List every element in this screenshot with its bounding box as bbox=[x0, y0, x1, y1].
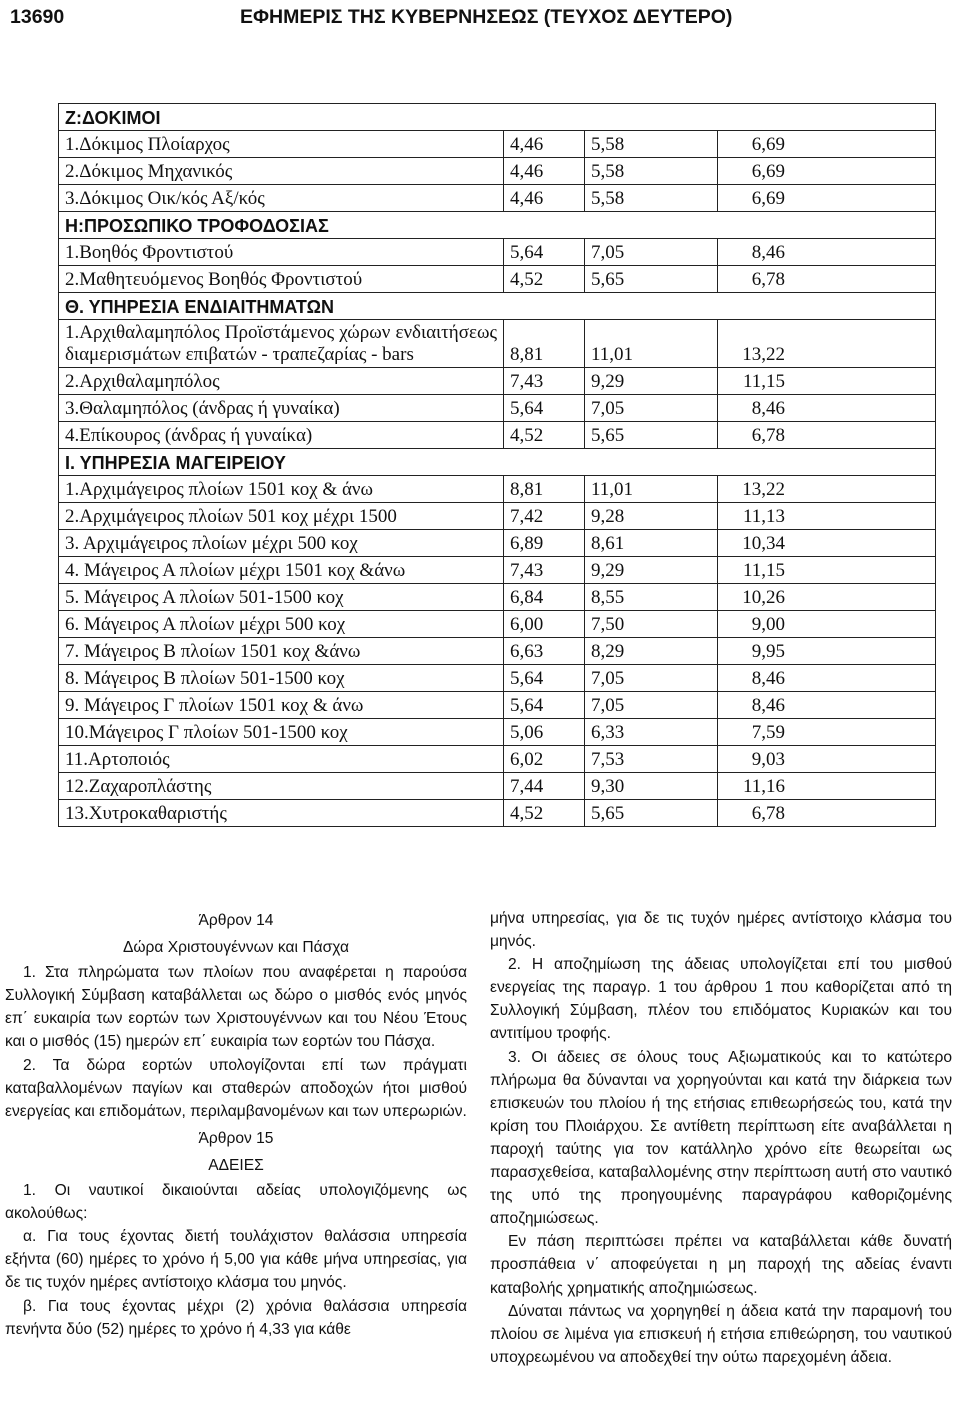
rate-cell: 9,30 bbox=[585, 773, 718, 800]
salary-table bbox=[58, 103, 936, 827]
rate-cell: 4,46 bbox=[504, 131, 585, 158]
rate-cell: 6,69 bbox=[718, 185, 936, 212]
rate-cell: 5,58 bbox=[585, 131, 718, 158]
paragraph: 3. Οι άδειες σε όλους τους Αξιωματικούς και το κατώτερο πλήρωμα θα δύνανται να χορηγούνται και κατά την διάρκεια των επισκευών του πλοίου ή της ετήσιας επιθεωρήσεώς του, κατά την κρίση του Πλοιάρχου. Σε αντίθετη περίπτωση είτε αναβάλλεται η παροχή ταύτης για τον κατάλληλο χρόνο είτε θεωρείται ως παρασχεθείσα, καταβαλλομένης στην περίπτωση αυτή στο ναυτικό της υπό της προηγουμένης παραγράφου καθοριζομένης αποζημιώσεως. bbox=[490, 1048, 952, 1228]
rate-cell: 9,28 bbox=[585, 503, 718, 530]
position-label: 1.Αρχιμάγειρος πλοίων 1501 κοχ & άνω bbox=[59, 476, 504, 503]
rate-cell: 5,65 bbox=[585, 266, 718, 293]
article-heading: Άρθρον 15 bbox=[198, 1129, 274, 1147]
table-row bbox=[59, 239, 936, 266]
table-row bbox=[59, 692, 936, 719]
article-heading: ΑΔΕΙΕΣ bbox=[208, 1156, 264, 1174]
position-label: 6. Μάγειρος Α πλοίων μέχρι 500 κοχ bbox=[59, 611, 504, 638]
rate-cell: 6,78 bbox=[718, 266, 936, 293]
position-label: 7. Μάγειρος Β πλοίων 1501 κοχ &άνω bbox=[59, 638, 504, 665]
rate-cell: 6,33 bbox=[585, 719, 718, 746]
rate-cell: 11,01 bbox=[585, 320, 718, 368]
rate-cell: 6,69 bbox=[718, 158, 936, 185]
rate-cell: 8,46 bbox=[718, 692, 936, 719]
rate-cell: 6,02 bbox=[504, 746, 585, 773]
rate-cell: 7,50 bbox=[585, 611, 718, 638]
rate-cell: 7,43 bbox=[504, 368, 585, 395]
paragraph: 1. Οι ναυτικοί δικαιούνται αδείας υπολογιζόμενης ως ακολούθως: bbox=[5, 1182, 467, 1223]
table-row bbox=[59, 185, 936, 212]
rate-cell: 6,78 bbox=[718, 800, 936, 827]
table-row bbox=[59, 584, 936, 611]
paragraph: β. Για τους έχοντας μέχρι (2) χρόνια θαλάσσια υπηρεσία πενήντα δύο (52) ημέρες το χρόνο ή 4,33 για κάθε bbox=[5, 1297, 467, 1338]
rate-cell: 10,34 bbox=[718, 530, 936, 557]
table-row bbox=[59, 773, 936, 800]
paragraph: 2. Η αποζημίωση της άδειας υπολογίζεται επί του μισθού ενεργείας της παραγρ. 1 του άρθρου 1 που καθορίζεται από τη Συλλογική Σύμβαση, πλέον του επιδόματος Κυριακών και του αντιτίμου τροφής. bbox=[490, 956, 952, 1043]
rate-cell: 8,46 bbox=[718, 665, 936, 692]
rate-cell: 5,64 bbox=[504, 692, 585, 719]
rate-cell: 9,29 bbox=[585, 368, 718, 395]
table-row bbox=[59, 530, 936, 557]
position-label: 1.Βοηθός Φροντιστού bbox=[59, 239, 504, 266]
rate-cell: 11,15 bbox=[718, 368, 936, 395]
position-label: 1.Δόκιμος Πλοίαρχος bbox=[59, 131, 504, 158]
table-row bbox=[59, 320, 936, 368]
rate-cell: 8,46 bbox=[718, 395, 936, 422]
rate-cell: 7,44 bbox=[504, 773, 585, 800]
rate-cell: 11,01 bbox=[585, 476, 718, 503]
rate-cell: 11,16 bbox=[718, 773, 936, 800]
rate-cell: 5,65 bbox=[585, 422, 718, 449]
paragraph: μήνα υπηρεσίας, για δε τις τυχόν ημέρες αντίστοιχο κλάσμα του μηνός. bbox=[490, 910, 952, 951]
rate-cell: 8,46 bbox=[718, 239, 936, 266]
table-section-row bbox=[59, 449, 936, 476]
rate-cell: 8,81 bbox=[504, 320, 585, 368]
table-row bbox=[59, 266, 936, 293]
rate-cell: 8,55 bbox=[585, 584, 718, 611]
table-row bbox=[59, 131, 936, 158]
table-row bbox=[59, 638, 936, 665]
position-label: 9. Μάγειρος Γ πλοίων 1501 κοχ & άνω bbox=[59, 692, 504, 719]
article-heading: Άρθρον 14 bbox=[198, 912, 274, 929]
rate-cell: 6,69 bbox=[718, 131, 936, 158]
paragraph: Εν πάση περιπτώσει πρέπει να καταβάλλεται κάθε δυνατή προσπάθεια ν΄ αποφεύγεται η μη παροχή της αδείας έναντι καταβολής χρηματικής αποζημιώσεως. bbox=[490, 1233, 952, 1297]
rate-cell: 4,46 bbox=[504, 158, 585, 185]
position-label: 2.Δόκιμος Μηχανικός bbox=[59, 158, 504, 185]
rate-cell: 8,61 bbox=[585, 530, 718, 557]
table-row bbox=[59, 557, 936, 584]
position-label: 3.Θαλαμηπόλος (άνδρας ή γυναίκα) bbox=[59, 395, 504, 422]
rate-cell: 4,52 bbox=[504, 422, 585, 449]
paragraph: α. Για τους έχοντας διετή τουλάχιστον θαλάσσια υπηρεσία εξήντα (60) ημέρες το χρόνο ή 5,00 για κάθε μήνα υπηρεσίας, για δε τις τυχόν ημέρες αντίστοιχο κλάσμα του μηνός. bbox=[5, 1228, 467, 1292]
position-label: 10.Μάγειρος Γ πλοίων 501-1500 κοχ bbox=[59, 719, 504, 746]
page-number: 13690 bbox=[10, 6, 65, 28]
rate-cell: 9,03 bbox=[718, 746, 936, 773]
rate-cell: 6,84 bbox=[504, 584, 585, 611]
rate-cell: 9,00 bbox=[718, 611, 936, 638]
table-row bbox=[59, 719, 936, 746]
rate-cell: 4,46 bbox=[504, 185, 585, 212]
position-label: 4. Μάγειρος Α πλοίων μέχρι 1501 κοχ &άνω bbox=[59, 557, 504, 584]
gazette-title: ΕΦΗΜΕΡΙΣ ΤΗΣ ΚΥΒΕΡΝΗΣΕΩΣ (ΤΕΥΧΟΣ ΔΕΥΤΕΡΟ) bbox=[240, 6, 733, 28]
rate-cell: 6,89 bbox=[504, 530, 585, 557]
rate-cell: 7,42 bbox=[504, 503, 585, 530]
table-section-row bbox=[59, 104, 936, 131]
rate-cell: 10,26 bbox=[718, 584, 936, 611]
left-text-column bbox=[5, 905, 467, 1341]
table-row bbox=[59, 158, 936, 185]
position-label: 3.Δόκιμος Οικ/κός Αξ/κός bbox=[59, 185, 504, 212]
table-row bbox=[59, 665, 936, 692]
rate-cell: 7,05 bbox=[585, 665, 718, 692]
rate-cell: 13,22 bbox=[718, 476, 936, 503]
section-title: Ι. ΥΠΗΡΕΣΙΑ ΜΑΓΕΙΡΕΙΟΥ bbox=[59, 449, 936, 476]
section-title: Η:ΠΡΟΣΩΠΙΚΟ ΤΡΟΦΟΔΟΣΙΑΣ bbox=[59, 212, 936, 239]
table-row bbox=[59, 476, 936, 503]
rate-cell: 7,53 bbox=[585, 746, 718, 773]
article-heading: Δώρα Χριστουγέννων και Πάσχα bbox=[122, 939, 350, 957]
rate-cell: 4,52 bbox=[504, 800, 585, 827]
paragraph: Δύναται πάντως να χορηγηθεί η άδεια κατά την παραμονή του πλοίου σε λιμένα για επισκευή ή ετήσια επιθεώρηση, του ναυτικού υποχρεωμένου να αποδεχθεί την ούτω παρεχομένη άδεια. bbox=[490, 1302, 952, 1366]
rate-cell: 7,43 bbox=[504, 557, 585, 584]
rate-cell: 5,65 bbox=[585, 800, 718, 827]
position-label: 12.Ζαχαροπλάστης bbox=[59, 773, 504, 800]
rate-cell: 5,64 bbox=[504, 395, 585, 422]
rate-cell: 5,58 bbox=[585, 185, 718, 212]
paragraph: 1. Στα πληρώματα των πλοίων που αναφέρεται η παρούσα Συλλογική Σύμβαση καταβάλλεται ως δώρο ο μισθός ενός μηνός επ΄ ευκαιρία των εορτών των Χριστουγέννων και του Νέου Έτους και ο μισθός (15) ημερών επ΄ ευκαιρία των εορτών του Πάσχα. bbox=[5, 964, 467, 1051]
table-row bbox=[59, 611, 936, 638]
table-row bbox=[59, 800, 936, 827]
position-label: 8. Μάγειρος Β πλοίων 501-1500 κοχ bbox=[59, 665, 504, 692]
rate-cell: 8,29 bbox=[585, 638, 718, 665]
rate-cell: 11,15 bbox=[718, 557, 936, 584]
rate-cell: 7,05 bbox=[585, 239, 718, 266]
table-row bbox=[59, 503, 936, 530]
rate-cell: 4,52 bbox=[504, 266, 585, 293]
table-row bbox=[59, 422, 936, 449]
table-row bbox=[59, 368, 936, 395]
position-label: 5. Μάγειρος Α πλοίων 501-1500 κοχ bbox=[59, 584, 504, 611]
position-label: 11.Αρτοποιός bbox=[59, 746, 504, 773]
position-label: 4.Επίκουρος (άνδρας ή γυναίκα) bbox=[59, 422, 504, 449]
rate-cell: 7,59 bbox=[718, 719, 936, 746]
rate-cell: 7,05 bbox=[585, 692, 718, 719]
position-label: 2.Μαθητευόμενος Βοηθός Φροντιστού bbox=[59, 266, 504, 293]
rate-cell: 7,05 bbox=[585, 395, 718, 422]
rate-cell: 5,64 bbox=[504, 239, 585, 266]
rate-cell: 5,58 bbox=[585, 158, 718, 185]
rate-cell: 11,13 bbox=[718, 503, 936, 530]
rate-cell: 13,22 bbox=[718, 320, 936, 368]
right-text-column bbox=[490, 907, 952, 1369]
position-label: 2.Αρχιθαλαμηπόλος bbox=[59, 368, 504, 395]
rate-cell: 6,78 bbox=[718, 422, 936, 449]
rate-cell: 6,00 bbox=[504, 611, 585, 638]
rate-cell: 9,95 bbox=[718, 638, 936, 665]
table-section-row bbox=[59, 293, 936, 320]
section-title: Ζ:ΔΟΚΙΜΟΙ bbox=[59, 104, 936, 131]
rate-cell: 9,29 bbox=[585, 557, 718, 584]
section-title: Θ. ΥΠΗΡΕΣΙΑ ΕΝΔΙΑΙΤΗΜΑΤΩΝ bbox=[59, 293, 936, 320]
position-label: 13.Χυτροκαθαριστής bbox=[59, 800, 504, 827]
page-header bbox=[10, 6, 950, 36]
table-row bbox=[59, 746, 936, 773]
rate-cell: 6,63 bbox=[504, 638, 585, 665]
paragraph: 2. Τα δώρα εορτών υπολογίζονται επί των πράγματι καταβαλλομένων παγίων και σταθερών αποδοχών ήτοι μισθού ενεργείας και επιδομάτων, περιλαμβανομένων και των υπερωριών. bbox=[5, 1056, 467, 1120]
table-row bbox=[59, 395, 936, 422]
position-label: 3. Αρχιμάγειρος πλοίων μέχρι 500 κοχ bbox=[59, 530, 504, 557]
rate-cell: 5,64 bbox=[504, 665, 585, 692]
rate-cell: 5,06 bbox=[504, 719, 585, 746]
position-label: 1.Αρχιθαλαμηπόλος Προϊστάμενος χώρων ενδιαιτήσεως διαμερισμάτων επιβατών - τραπεζαρίας - bars bbox=[59, 320, 504, 368]
rate-cell: 8,81 bbox=[504, 476, 585, 503]
table-section-row bbox=[59, 212, 936, 239]
position-label: 2.Αρχιμάγειρος πλοίων 501 κοχ μέχρι 1500 bbox=[59, 503, 504, 530]
